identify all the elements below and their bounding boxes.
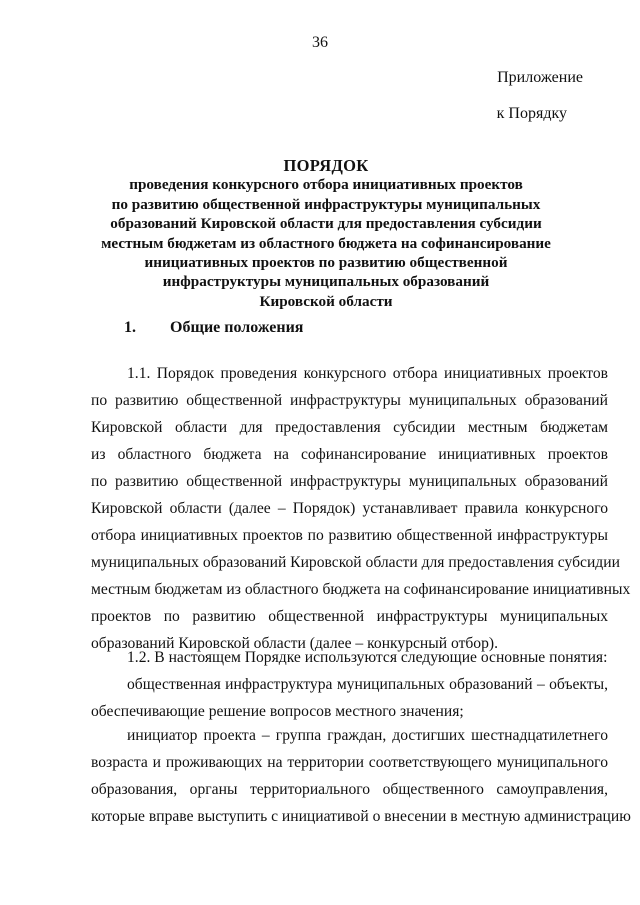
text-line: обеспечивающие решение вопросов местного значения; bbox=[91, 703, 464, 720]
text-line: возраста и проживающих на территории соответствующего муниципального bbox=[91, 754, 608, 771]
definition-initiator bbox=[91, 722, 631, 830]
paragraph-1-2 bbox=[91, 644, 608, 671]
text-line: муниципальных образований Кировской области для предоставления субсидии bbox=[91, 554, 620, 571]
title-line: инициативных проектов по развитию общественной bbox=[144, 254, 508, 272]
text-line: отбора инициативных проектов по развитию общественной инфраструктуры bbox=[91, 527, 608, 544]
title-line: Кировской области bbox=[259, 292, 393, 310]
document-title: ПОРЯДОК bbox=[283, 156, 369, 175]
text-line: местным бюджетам из областного бюджета на софинансирование инициативных bbox=[91, 581, 631, 598]
title-line: проведения конкурсного отбора инициативных проектов bbox=[129, 176, 523, 194]
text-line: образований Кировской области (далее – конкурсный отбор). bbox=[91, 635, 498, 652]
title-line: образований Кировской области для предоставления субсидии bbox=[110, 215, 542, 233]
document-title-block bbox=[60, 156, 592, 311]
title-line: по развитию общественной инфраструктуры муниципальных bbox=[111, 195, 541, 213]
text-line: проектов по развитию общественной инфраструктуры муниципальных bbox=[91, 608, 608, 625]
text-line: которые вправе выступить с инициативой о внесении в местную администрацию bbox=[91, 808, 631, 825]
section-title: Общие положения bbox=[170, 319, 304, 336]
paragraph-1-1 bbox=[91, 360, 631, 657]
text-line: по развитию общественной инфраструктуры муниципальных образований bbox=[91, 473, 608, 490]
text-line: из областного бюджета на софинансирование инициативных проектов bbox=[91, 446, 608, 463]
section-number: 1. bbox=[124, 319, 136, 336]
text-line: 1.2. В настоящем Порядке используются следующие основные понятия: bbox=[127, 649, 608, 666]
title-line: местным бюджетам из областного бюджета на софинансирование bbox=[101, 234, 551, 252]
section-heading bbox=[124, 319, 303, 337]
definition-infrastructure bbox=[91, 671, 608, 725]
appendix-label: Приложение bbox=[497, 69, 583, 86]
text-line: Кировской области для предоставления субсидии местным бюджетам bbox=[91, 419, 608, 436]
text-line: общественная инфраструктура муниципальных образований – объекты, bbox=[127, 676, 608, 693]
appendix-reference: к Порядку bbox=[496, 105, 567, 122]
text-line: 1.1. Порядок проведения конкурсного отбора инициативных проектов bbox=[127, 365, 608, 382]
text-line: Кировской области (далее – Порядок) устанавливает правила конкурсного bbox=[91, 500, 608, 517]
page-number: 36 bbox=[312, 34, 328, 51]
text-line: инициатор проекта – группа граждан, достигших шестнадцатилетнего bbox=[127, 727, 608, 744]
title-line: инфраструктуры муниципальных образований bbox=[162, 273, 490, 291]
text-line: по развитию общественной инфраструктуры муниципальных образований bbox=[91, 392, 608, 409]
text-line: образования, органы территориального общественного самоуправления, bbox=[91, 781, 608, 798]
